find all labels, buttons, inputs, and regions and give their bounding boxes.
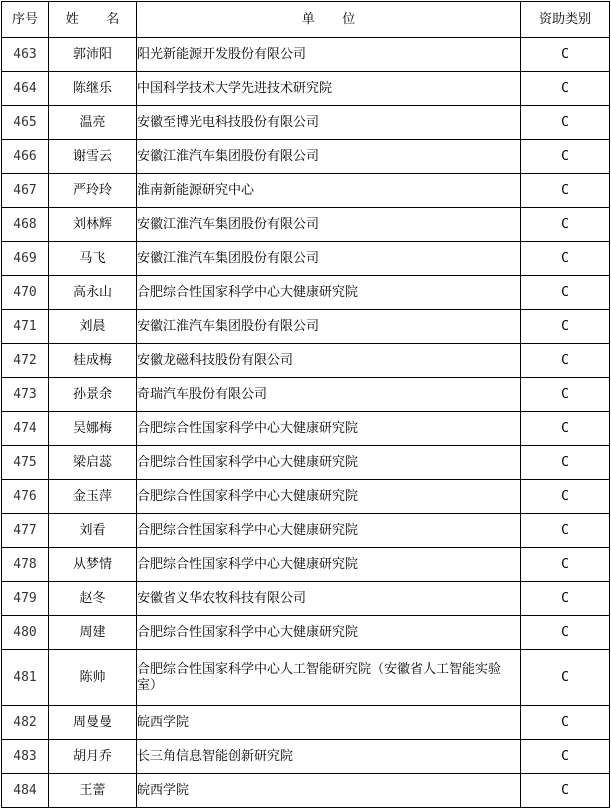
row-name: 赵冬 xyxy=(49,582,137,616)
header-name: 姓 名 xyxy=(49,2,137,38)
table-row xyxy=(2,208,610,242)
row-name: 刘林辉 xyxy=(49,208,137,242)
row-unit: 安徽龙磁科技股份有限公司 xyxy=(137,344,521,378)
row-category: C xyxy=(521,208,610,242)
row-category: C xyxy=(521,774,610,808)
row-index: 475 xyxy=(2,446,49,480)
table-row xyxy=(2,548,610,582)
row-name: 高永山 xyxy=(49,276,137,310)
row-index: 478 xyxy=(2,548,49,582)
row-unit: 中国科学技术大学先进技术研究院 xyxy=(137,72,521,106)
table-row xyxy=(2,412,610,446)
row-index: 468 xyxy=(2,208,49,242)
row-category: C xyxy=(521,514,610,548)
row-name: 王蕾 xyxy=(49,774,137,808)
row-name: 孙景余 xyxy=(49,378,137,412)
table-row xyxy=(2,140,610,174)
row-unit: 安徽江淮汽车集团股份有限公司 xyxy=(137,242,521,276)
row-unit: 安徽省义华农牧科技有限公司 xyxy=(137,582,521,616)
row-unit: 长三角信息智能创新研究院 xyxy=(137,740,521,774)
row-category: C xyxy=(521,72,610,106)
table-row xyxy=(2,446,610,480)
row-index: 472 xyxy=(2,344,49,378)
row-category: C xyxy=(521,242,610,276)
table-row xyxy=(2,774,610,808)
row-unit: 合肥综合性国家科学中心大健康研究院 xyxy=(137,480,521,514)
row-index: 474 xyxy=(2,412,49,446)
row-name: 马飞 xyxy=(49,242,137,276)
row-index: 484 xyxy=(2,774,49,808)
table-row xyxy=(2,242,610,276)
row-index: 463 xyxy=(2,38,49,72)
row-unit: 安徽江淮汽车集团股份有限公司 xyxy=(137,208,521,242)
table-row xyxy=(2,706,610,740)
header-index: 序号 xyxy=(2,2,49,38)
row-name: 周曼曼 xyxy=(49,706,137,740)
row-category: C xyxy=(521,616,610,650)
row-category: C xyxy=(521,706,610,740)
row-index: 481 xyxy=(2,650,49,706)
row-name: 温亮 xyxy=(49,106,137,140)
row-index: 476 xyxy=(2,480,49,514)
table-body xyxy=(2,38,610,808)
funding-list-table xyxy=(1,1,610,808)
row-category: C xyxy=(521,276,610,310)
table-row xyxy=(2,310,610,344)
table-row xyxy=(2,378,610,412)
row-unit: 合肥综合性国家科学中心大健康研究院 xyxy=(137,412,521,446)
row-category: C xyxy=(521,106,610,140)
row-category: C xyxy=(521,582,610,616)
row-name: 梁启蕊 xyxy=(49,446,137,480)
table-row xyxy=(2,582,610,616)
row-index: 479 xyxy=(2,582,49,616)
row-category: C xyxy=(521,344,610,378)
row-unit: 皖西学院 xyxy=(137,706,521,740)
row-category: C xyxy=(521,140,610,174)
row-unit: 阳光新能源开发股份有限公司 xyxy=(137,38,521,72)
row-category: C xyxy=(521,38,610,72)
row-name: 从梦情 xyxy=(49,548,137,582)
row-index: 473 xyxy=(2,378,49,412)
header-category: 资助类别 xyxy=(521,2,610,38)
row-category: C xyxy=(521,310,610,344)
row-unit: 皖西学院 xyxy=(137,774,521,808)
row-index: 464 xyxy=(2,72,49,106)
row-index: 482 xyxy=(2,706,49,740)
row-index: 467 xyxy=(2,174,49,208)
row-name: 谢雪云 xyxy=(49,140,137,174)
row-unit: 合肥综合性国家科学中心大健康研究院 xyxy=(137,514,521,548)
row-unit: 奇瑞汽车股份有限公司 xyxy=(137,378,521,412)
table-row xyxy=(2,72,610,106)
row-category: C xyxy=(521,480,610,514)
row-unit: 合肥综合性国家科学中心大健康研究院 xyxy=(137,616,521,650)
table-header xyxy=(2,2,610,38)
row-index: 465 xyxy=(2,106,49,140)
row-index: 469 xyxy=(2,242,49,276)
row-name: 桂成梅 xyxy=(49,344,137,378)
table-row xyxy=(2,514,610,548)
table-row xyxy=(2,650,610,706)
row-index: 466 xyxy=(2,140,49,174)
row-index: 483 xyxy=(2,740,49,774)
row-name: 陈继乐 xyxy=(49,72,137,106)
table-row xyxy=(2,38,610,72)
row-unit: 合肥综合性国家科学中心大健康研究院 xyxy=(137,276,521,310)
row-category: C xyxy=(521,548,610,582)
row-name: 金玉萍 xyxy=(49,480,137,514)
row-name: 刘晨 xyxy=(49,310,137,344)
row-name: 严玲玲 xyxy=(49,174,137,208)
row-index: 471 xyxy=(2,310,49,344)
table-row xyxy=(2,480,610,514)
row-index: 477 xyxy=(2,514,49,548)
row-category: C xyxy=(521,650,610,706)
row-category: C xyxy=(521,174,610,208)
row-name: 胡月乔 xyxy=(49,740,137,774)
row-index: 480 xyxy=(2,616,49,650)
row-category: C xyxy=(521,378,610,412)
table-row xyxy=(2,276,610,310)
table-row xyxy=(2,106,610,140)
row-index: 470 xyxy=(2,276,49,310)
row-category: C xyxy=(521,446,610,480)
row-unit: 合肥综合性国家科学中心大健康研究院 xyxy=(137,548,521,582)
table-row xyxy=(2,344,610,378)
row-name: 刘看 xyxy=(49,514,137,548)
row-unit: 淮南新能源研究中心 xyxy=(137,174,521,208)
row-name: 吴娜梅 xyxy=(49,412,137,446)
row-unit: 安徽江淮汽车集团股份有限公司 xyxy=(137,140,521,174)
row-name: 郭沛阳 xyxy=(49,38,137,72)
row-name: 陈帅 xyxy=(49,650,137,706)
row-category: C xyxy=(521,412,610,446)
row-category: C xyxy=(521,740,610,774)
row-unit: 安徽江淮汽车集团股份有限公司 xyxy=(137,310,521,344)
table-row xyxy=(2,174,610,208)
row-unit: 安徽至博光电科技股份有限公司 xyxy=(137,106,521,140)
table-row xyxy=(2,616,610,650)
row-unit: 合肥综合性国家科学中心大健康研究院 xyxy=(137,446,521,480)
row-unit: 合肥综合性国家科学中心人工智能研究院（安徽省人工智能实验室） xyxy=(137,650,521,706)
header-unit: 单 位 xyxy=(137,2,521,38)
header-row xyxy=(2,2,610,38)
table-row xyxy=(2,740,610,774)
row-name: 周建 xyxy=(49,616,137,650)
